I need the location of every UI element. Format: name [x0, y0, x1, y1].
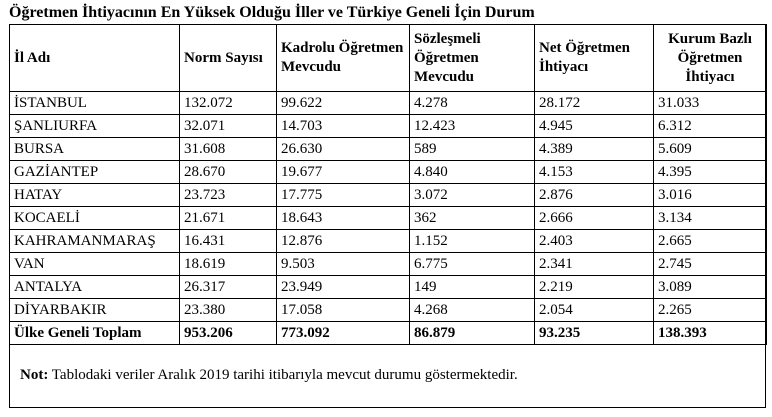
column-header-contract: Sözleşmeli Öğretmen Mevcudu — [410, 25, 535, 92]
table-row — [10, 92, 767, 115]
cell-institution-need: 2.745 — [654, 253, 767, 276]
cell-contract: 4.840 — [410, 161, 535, 184]
cell-norm: 132.072 — [180, 92, 277, 115]
cell-province: BURSA — [10, 138, 180, 161]
cell-total-permanent: 773.092 — [277, 322, 410, 345]
cell-contract: 362 — [410, 207, 535, 230]
cell-norm: 26.317 — [180, 276, 277, 299]
cell-permanent: 17.058 — [277, 299, 410, 322]
cell-institution-need: 2.265 — [654, 299, 767, 322]
cell-institution-need: 4.395 — [654, 161, 767, 184]
cell-contract: 589 — [410, 138, 535, 161]
column-header-norm: Norm Sayısı — [180, 25, 277, 92]
cell-contract: 1.152 — [410, 230, 535, 253]
cell-norm: 31.608 — [180, 138, 277, 161]
cell-institution-need: 3.089 — [654, 276, 767, 299]
cell-total-label: Ülke Geneli Toplam — [10, 322, 180, 345]
cell-permanent: 9.503 — [277, 253, 410, 276]
cell-total-institution-need: 138.393 — [654, 322, 767, 345]
cell-norm: 23.380 — [180, 299, 277, 322]
cell-contract: 6.775 — [410, 253, 535, 276]
table-row — [10, 115, 767, 138]
column-header-net-need: Net Öğretmen İhtiyacı — [535, 25, 654, 92]
table-row — [10, 276, 767, 299]
cell-net-need: 2.054 — [535, 299, 654, 322]
cell-norm: 23.723 — [180, 184, 277, 207]
cell-net-need: 4.153 — [535, 161, 654, 184]
cell-net-need: 4.945 — [535, 115, 654, 138]
cell-province: KOCAELİ — [10, 207, 180, 230]
footnote-text: Tablodaki veriler Aralık 2019 tarihi itibarıyla mevcut durumu göstermektedir. — [48, 367, 518, 383]
cell-total-contract: 86.879 — [410, 322, 535, 345]
cell-institution-need: 3.016 — [654, 184, 767, 207]
cell-province: DİYARBAKIR — [10, 299, 180, 322]
table-footnote — [20, 366, 518, 384]
cell-net-need: 4.389 — [535, 138, 654, 161]
table-row — [10, 253, 767, 276]
cell-net-need: 28.172 — [535, 92, 654, 115]
table-title: Öğretmen İhtiyacının En Yüksek Olduğu İller ve Türkiye Geneli İçin Durum — [9, 4, 535, 21]
cell-contract: 149 — [410, 276, 535, 299]
cell-contract: 4.278 — [410, 92, 535, 115]
cell-permanent: 26.630 — [277, 138, 410, 161]
cell-permanent: 18.643 — [277, 207, 410, 230]
table-row — [10, 138, 767, 161]
table-row — [10, 161, 767, 184]
cell-norm: 16.431 — [180, 230, 277, 253]
footnote-label: Not: — [20, 367, 49, 383]
cell-net-need: 2.876 — [535, 184, 654, 207]
table-row — [10, 184, 767, 207]
cell-permanent: 12.876 — [277, 230, 410, 253]
cell-province: KAHRAMANMARAŞ — [10, 230, 180, 253]
cell-institution-need: 6.312 — [654, 115, 767, 138]
cell-contract: 12.423 — [410, 115, 535, 138]
column-header-province: İl Adı — [10, 25, 180, 92]
table-row — [10, 299, 767, 322]
cell-norm: 18.619 — [180, 253, 277, 276]
cell-permanent: 99.622 — [277, 92, 410, 115]
cell-norm: 21.671 — [180, 207, 277, 230]
total-row — [10, 322, 767, 345]
cell-province: İSTANBUL — [10, 92, 180, 115]
cell-institution-need: 2.665 — [654, 230, 767, 253]
cell-province: GAZİANTEP — [10, 161, 180, 184]
cell-total-norm: 953.206 — [180, 322, 277, 345]
table-row — [10, 207, 767, 230]
cell-contract: 3.072 — [410, 184, 535, 207]
cell-permanent: 23.949 — [277, 276, 410, 299]
cell-institution-need: 31.033 — [654, 92, 767, 115]
cell-contract: 4.268 — [410, 299, 535, 322]
cell-province: ŞANLIURFA — [10, 115, 180, 138]
cell-norm: 32.071 — [180, 115, 277, 138]
column-header-permanent: Kadrolu Öğretmen Mevcudu — [277, 25, 410, 92]
column-header-institution-need: Kurum Bazlı Öğretmen İhtiyacı — [654, 25, 767, 92]
cell-province: HATAY — [10, 184, 180, 207]
cell-permanent: 19.677 — [277, 161, 410, 184]
cell-net-need: 2.666 — [535, 207, 654, 230]
cell-total-net-need: 93.235 — [535, 322, 654, 345]
cell-province: VAN — [10, 253, 180, 276]
cell-institution-need: 3.134 — [654, 207, 767, 230]
table-header-row — [10, 25, 767, 92]
cell-net-need: 2.219 — [535, 276, 654, 299]
cell-net-need: 2.341 — [535, 253, 654, 276]
cell-net-need: 2.403 — [535, 230, 654, 253]
teacher-needs-table — [9, 24, 767, 345]
cell-permanent: 17.775 — [277, 184, 410, 207]
cell-institution-need: 5.609 — [654, 138, 767, 161]
cell-province: ANTALYA — [10, 276, 180, 299]
table-row — [10, 230, 767, 253]
cell-permanent: 14.703 — [277, 115, 410, 138]
cell-norm: 28.670 — [180, 161, 277, 184]
